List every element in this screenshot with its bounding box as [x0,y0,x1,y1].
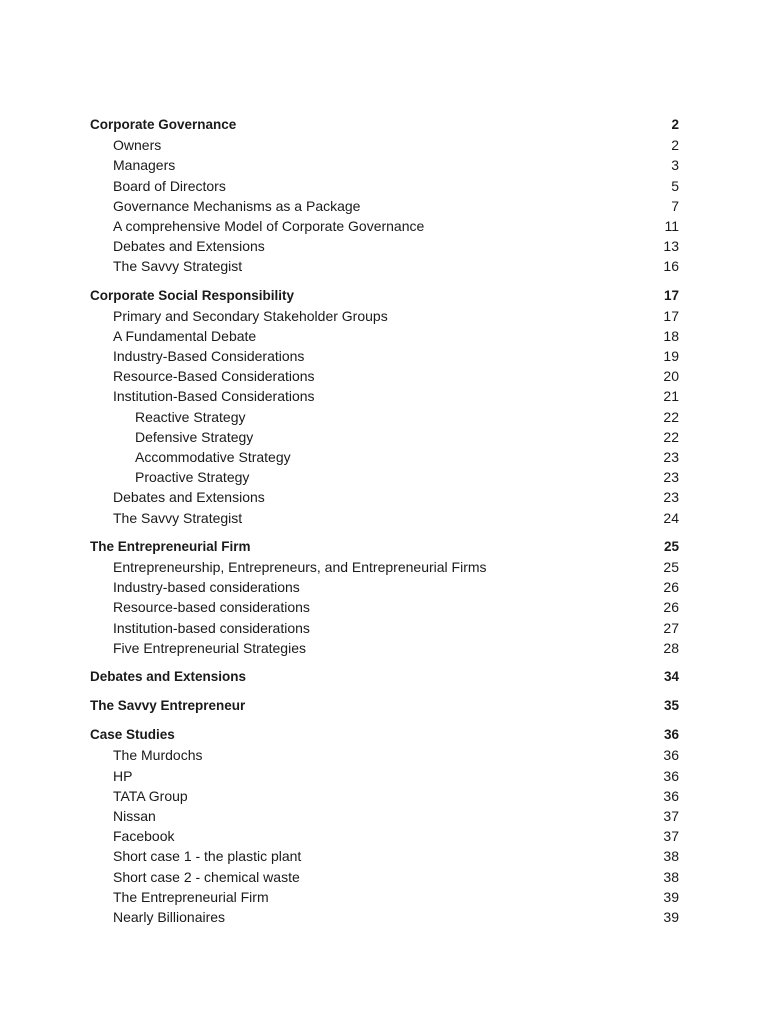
toc-entry[interactable] [90,216,679,236]
toc-entry-title: Facebook [113,828,175,845]
toc-entry-page-number: 22 [663,428,679,445]
toc-entry[interactable] [90,786,679,806]
toc-entry[interactable] [90,366,679,386]
toc-entry[interactable] [90,766,679,786]
toc-entry[interactable] [90,487,679,507]
toc-entry-page-number: 11 [664,217,679,234]
toc-entry-page-number: 35 [663,698,679,714]
toc-entry[interactable] [90,346,679,366]
toc-subentry[interactable] [90,447,679,467]
toc-entry-page-number: 23 [663,489,679,506]
toc-entry-title: Institution-Based Considerations [113,388,315,405]
toc-entry-title: Managers [113,157,176,174]
toc-entry-title: Defensive Strategy [135,428,254,445]
toc-entry-page-number: 36 [663,767,679,784]
toc-entry-page-number: 17 [663,307,679,324]
toc-section-entry[interactable] [90,286,679,306]
toc-entry-page-number: 38 [663,848,679,865]
toc-entry[interactable] [90,618,679,638]
toc-entry-title: TATA Group [113,787,188,804]
toc-entry[interactable] [90,306,679,326]
toc-entry-title: Corporate Social Responsibility [90,287,295,303]
toc-entry[interactable] [90,597,679,617]
toc-entry[interactable] [90,826,679,846]
toc-entry-title: The Savvy Entrepreneur [90,698,246,714]
toc-section-entry[interactable] [90,725,679,745]
toc-entry-title: Debates and Extensions [113,489,265,506]
toc-entry-page-number: 17 [663,287,679,303]
toc-entry-title: The Entrepreneurial Firm [90,538,251,554]
toc-entry-page-number: 24 [663,509,679,526]
toc-entry-title: The Entrepreneurial Firm [113,888,269,905]
toc-entry-page-number: 2 [671,117,679,132]
toc-entry-page-number: 7 [671,197,679,214]
toc-entry-page-number: 28 [663,639,679,656]
toc-entry-title: HP [113,767,133,784]
toc-entry-title: Industry-Based Considerations [113,348,305,365]
toc-entry[interactable] [90,806,679,826]
table-of-contents [90,114,679,927]
toc-entry-title: Short case 1 - the plastic plant [113,848,302,865]
toc-entry[interactable] [90,256,679,276]
toc-entry-title: The Murdochs [113,747,203,764]
toc-entry-title: Nearly Billionaires [113,908,226,925]
toc-entry-page-number: 37 [663,808,679,824]
toc-entry-title: The Savvy Strategist [113,509,243,526]
toc-entry-page-number: 18 [663,327,679,344]
toc-section-entry[interactable] [90,696,679,716]
toc-entry[interactable] [90,867,679,887]
toc-subentry[interactable] [90,407,679,427]
toc-entry-page-number: 39 [663,908,679,925]
toc-entry-page-number: 25 [663,558,679,575]
toc-entry-title: Governance Mechanisms as a Package [113,197,361,214]
toc-entry-page-number: 5 [671,177,679,194]
toc-entry[interactable] [90,196,679,216]
toc-subentry[interactable] [90,427,679,447]
toc-entry-page-number: 39 [663,888,679,905]
toc-entry-title: Resource-Based Considerations [113,368,315,385]
toc-entry-title: Short case 2 - chemical waste [113,868,300,885]
toc-entry-title: Case Studies [90,727,175,743]
toc-entry[interactable] [90,638,679,658]
toc-entry[interactable] [90,745,679,765]
toc-entry-page-number: 3 [671,157,679,174]
toc-entry-page-number: 25 [663,538,679,554]
toc-entry-title: Debates and Extensions [90,668,247,684]
toc-entry-page-number: 2 [671,137,679,154]
toc-entry-page-number: 13 [663,238,679,255]
toc-entry[interactable] [90,155,679,175]
toc-entry-page-number: 21 [663,388,679,405]
toc-entry-page-number: 26 [663,599,679,616]
toc-entry-page-number: 16 [663,258,679,275]
toc-section-entry[interactable] [90,537,679,557]
toc-entry[interactable] [90,386,679,406]
toc-entry-title: Debates and Extensions [113,238,265,255]
toc-entry[interactable] [90,846,679,866]
toc-entry-page-number: 37 [663,828,679,845]
toc-entry-title: Board of Directors [113,177,226,194]
toc-entry-title: Institution-based considerations [113,619,310,636]
toc-entry[interactable] [90,176,679,196]
toc-entry-page-number: 22 [663,408,679,425]
toc-entry-title: Proactive Strategy [135,469,250,486]
toc-entry[interactable] [90,907,679,927]
toc-entry-page-number: 20 [663,368,679,385]
toc-entry-title: Five Entrepreneurial Strategies [113,639,306,656]
toc-entry-page-number: 36 [663,747,679,764]
toc-entry-title: A comprehensive Model of Corporate Governance [113,217,425,234]
toc-entry-page-number: 38 [663,868,679,885]
toc-entry[interactable] [90,557,679,577]
toc-entry-title: Owners [113,137,162,154]
toc-entry-title: Industry-based considerations [113,579,300,596]
toc-entry-title: Resource-based considerations [113,599,310,616]
toc-entry[interactable] [90,236,679,256]
toc-entry-title: Corporate Governance [90,117,237,132]
toc-entry-title: Nissan [113,808,156,824]
toc-entry[interactable] [90,326,679,346]
toc-entry-title: Accommodative Strategy [135,449,291,465]
toc-entry[interactable] [90,508,679,528]
toc-entry-page-number: 23 [663,469,679,486]
toc-entry-title: Entrepreneurship, Entrepreneurs, and Entrepreneurial Firms [113,558,487,575]
toc-entry-page-number: 23 [663,449,679,465]
toc-entry[interactable] [90,887,679,907]
toc-entry-title: A Fundamental Debate [113,327,257,344]
toc-entry-title: Reactive Strategy [135,408,246,425]
toc-entry[interactable] [90,577,679,597]
toc-subentry[interactable] [90,467,679,487]
toc-entry-title: The Savvy Strategist [113,258,243,275]
toc-section-entry[interactable] [90,667,679,687]
toc-entry-page-number: 36 [663,727,679,743]
toc-entry-page-number: 34 [663,668,679,684]
toc-entry-page-number: 26 [663,579,679,596]
toc-entry-page-number: 27 [663,619,679,636]
toc-section-entry[interactable] [90,115,679,135]
toc-entry-page-number: 36 [663,787,679,804]
toc-entry[interactable] [90,135,679,155]
toc-entry-title: Primary and Secondary Stakeholder Groups [113,307,388,324]
toc-entry-page-number: 19 [663,348,679,365]
